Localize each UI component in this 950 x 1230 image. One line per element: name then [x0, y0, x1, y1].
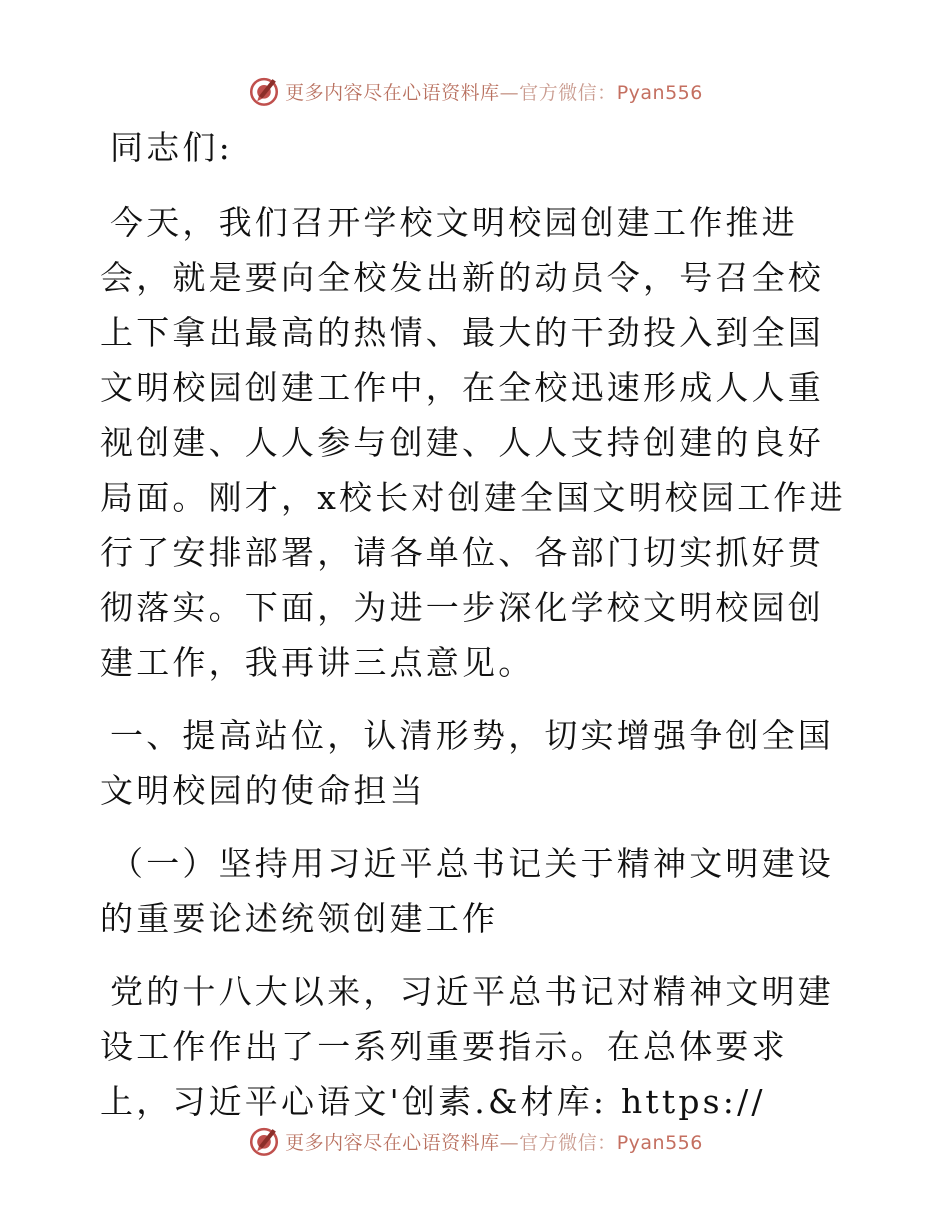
watermark-footer: [0, 1121, 950, 1161]
watermark-header: [0, 71, 950, 111]
document-body: [100, 120, 860, 1147]
watermark-wechat-id: Pyan556: [616, 81, 703, 104]
paragraph-body: 党的十八大以来，习近平总书记对精神文明建设工作作出了一系列重要指示。在总体要求上，习近平心语文'创素.&材库: https://: [100, 972, 834, 1121]
salutation: 同志们:: [110, 128, 233, 167]
watermark-title: 更多内容尽在心语资料库: [285, 1131, 500, 1154]
watermark-title: 更多内容尽在心语资料库: [285, 81, 500, 104]
pen-logo-icon: [247, 1124, 281, 1158]
pen-logo-icon: [247, 74, 281, 108]
paragraph-intro: 今天，我们召开学校文明校园创建工作推进会，就是要向全校发出新的动员令，号召全校上下拿出最高的热情、最大的干劲投入到全国文明校园创建工作中，在全校迅速形成人人重视创建、人人参与创建、人人支持创建的良好局面。刚才，x校长对创建全国文明校园工作进行了安排部署，请各单位、各部门切实抓好贯彻落实。下面，为进一步深化学校文明校园创建工作，我再讲三点意见。: [100, 203, 846, 682]
watermark-separator: —官方微信：: [499, 81, 617, 104]
heading-subsection-1: （一）坚持用习近平总书记关于精神文明建设的重要论述统领创建工作: [100, 844, 834, 938]
watermark-wechat-id: Pyan556: [616, 1131, 703, 1154]
watermark-separator: —官方微信：: [499, 1131, 617, 1154]
heading-section-1: 一、提高站位，认清形势，切实增强争创全国文明校园的使命担当: [100, 716, 834, 810]
